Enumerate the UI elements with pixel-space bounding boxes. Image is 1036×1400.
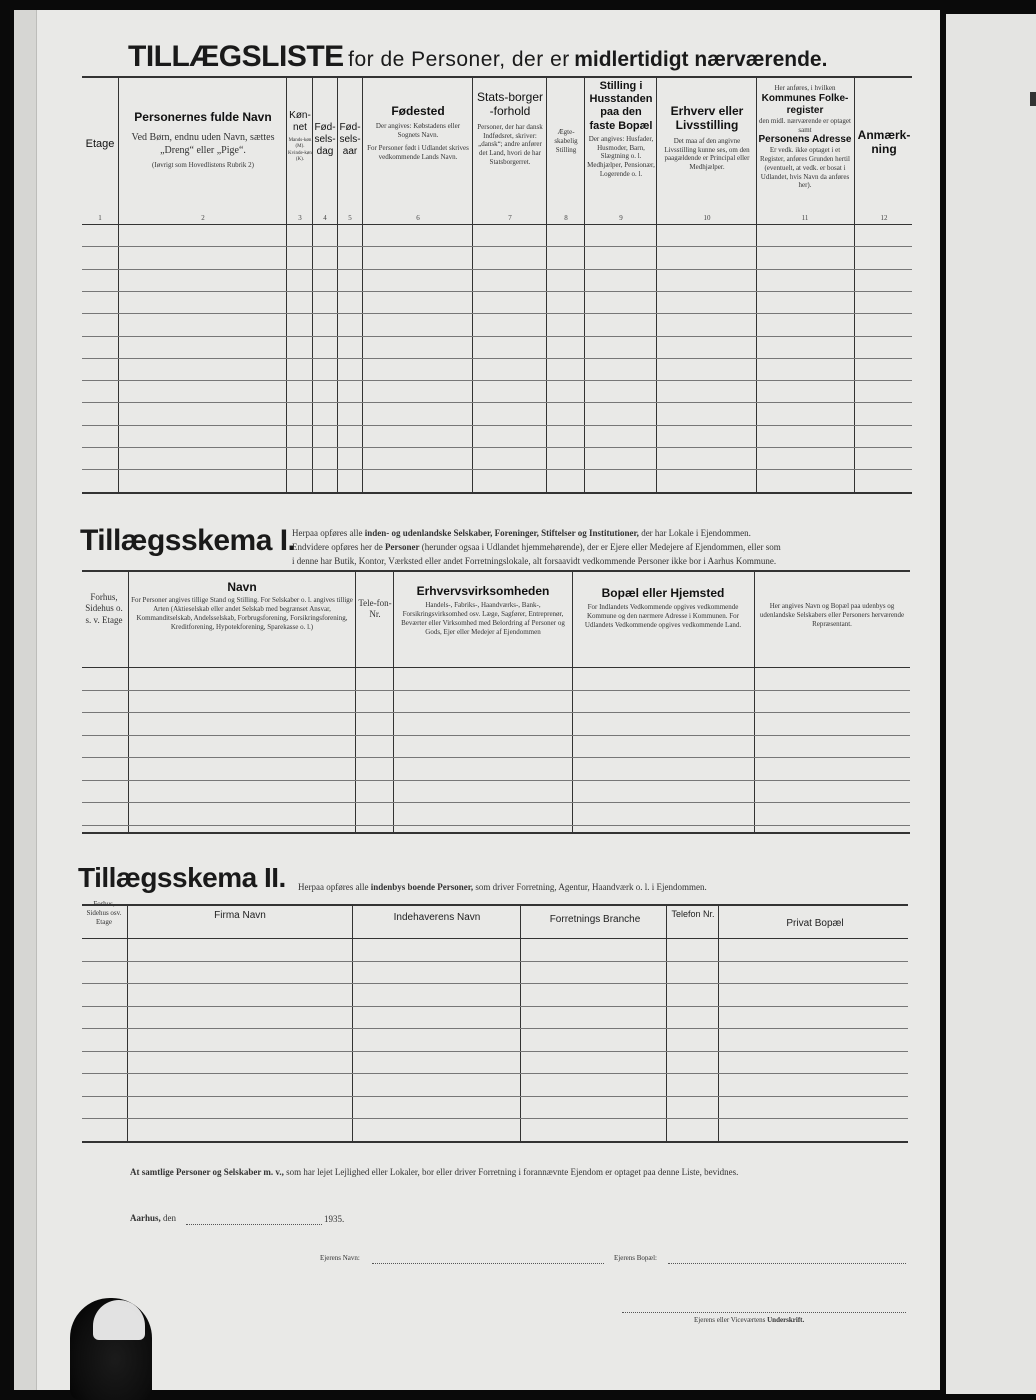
tl-column-rule — [546, 76, 547, 492]
s1-row-rule — [82, 735, 910, 736]
tl-row-rule — [82, 447, 912, 448]
skema1-desc-2c: (herunder ogsaa i Udlandet hjemmehørende), der er Ejere eller Medejere af Ejendommen, eller som — [421, 542, 781, 552]
s1-column-rule — [393, 570, 394, 832]
skema1-desc-1b: inden- og udenlandske Selskaber, Foreninger, Stiftelser og Institutioner, — [364, 528, 639, 538]
tl-colnum-10: 10 — [703, 214, 711, 222]
tl-header-name-sub2: (Iøvrigt som Hovedlistens Rubrik 2) — [152, 161, 254, 170]
tl-colnum-12: 12 — [880, 214, 888, 222]
tl-header-birthplace — [366, 104, 470, 161]
title-main: TILLÆGSLISTE — [128, 40, 344, 73]
tl-row-rule — [82, 402, 912, 403]
s2-column-rule — [718, 904, 719, 1141]
tl-header-citizenship — [475, 90, 545, 167]
s2-column-rule — [666, 904, 667, 1141]
s2-row-rule — [82, 1073, 908, 1074]
tl-row-rule — [82, 291, 912, 292]
tl-colnum-3: 3 — [298, 214, 302, 222]
tl-row-rule — [82, 246, 912, 247]
tl-header-citizenship-sub: Personer, der har dansk Indfødsret, skriver: „dansk“; andre anfører det Land, hvori de har Statsborgerret. — [477, 122, 543, 166]
tl-header-gender — [288, 110, 312, 163]
owner-name-label: Ejerens Navn: — [320, 1254, 360, 1262]
s2-column-rule — [127, 904, 128, 1141]
tl-header-household-label: Stilling i Husstanden paa den faste Bopæl — [589, 80, 653, 132]
signature-label — [694, 1316, 804, 1324]
skema1-description — [292, 526, 912, 568]
s1-column-rule — [572, 570, 573, 832]
tl-colnum-8: 8 — [564, 214, 568, 222]
tl-header-etage — [82, 138, 118, 151]
tl-colnum-11: 11 — [801, 214, 809, 222]
s1-header-residence — [575, 586, 751, 630]
s2-column-rule — [520, 904, 521, 1141]
tl-header-gender-label: Køn-net — [289, 110, 311, 133]
tl-row-rule — [82, 380, 912, 381]
tl-header-register-pre: Her anføres, i hvilken — [774, 84, 836, 92]
tl-column-rule — [854, 76, 855, 492]
tl-header-rule — [82, 224, 912, 225]
skema2-desc-a: Herpaa opføres alle — [298, 882, 369, 892]
tl-row-rule — [82, 469, 912, 470]
attestation-text: som har lejet Lejlighed eller Lokaler, bor eller driver Forretning i forannævnte Ejendom er optaget paa denne Liste, bevidnes. — [286, 1167, 739, 1177]
s1-header-name-label: Navn — [227, 580, 257, 594]
tl-header-birthplace-label: Fødested — [391, 104, 445, 118]
tl-colnum-1: 1 — [98, 214, 102, 222]
s1-row-rule — [82, 780, 910, 781]
s2-row-rule — [82, 1118, 908, 1119]
s1-column-rule — [355, 570, 356, 832]
tl-bottom-rule — [82, 492, 912, 494]
skema1-desc-2a: Endvidere opføres her de — [292, 542, 383, 552]
attestation — [130, 1167, 910, 1177]
tl-column-rule — [362, 76, 363, 492]
s2-bottom-rule — [82, 1141, 908, 1143]
tl-colnum-5: 5 — [348, 214, 352, 222]
tl-colnum-4: 4 — [323, 214, 327, 222]
tl-row-rule — [82, 336, 912, 337]
tl-header-remarks-label: Anmærk-ning — [857, 128, 911, 157]
s2-header-branch: Forretnings Branche — [549, 914, 641, 925]
tl-column-rule — [584, 76, 585, 492]
s1-header-representative: Her angives Navn og Bopæl paa udenbys og udenlandske Selskabers eller Personers herværende Repræsentant. — [759, 602, 905, 628]
s2-top-rule — [82, 904, 908, 906]
attestation-bold: At samtlige Personer og Selskaber m. v., — [130, 1167, 284, 1177]
owner-address-label: Ejerens Bopæl: — [614, 1254, 657, 1262]
s1-row-rule — [82, 757, 910, 758]
city-label: Aarhus, — [130, 1213, 161, 1223]
tl-column-rule — [656, 76, 657, 492]
tl-header-etage-label: Etage — [85, 138, 115, 150]
tl-colnum-9: 9 — [619, 214, 623, 222]
s2-column-rule — [352, 904, 353, 1141]
s1-top-rule — [82, 570, 910, 572]
tl-colnum-7: 7 — [508, 214, 512, 222]
facing-page — [946, 14, 1036, 1394]
tl-header-occupation — [659, 104, 755, 172]
tl-header-marital — [549, 128, 583, 154]
s1-header-business — [396, 584, 570, 636]
tl-row-rule — [82, 358, 912, 359]
s1-row-rule — [82, 712, 910, 713]
tl-header-register-label2: Personens Adresse — [758, 134, 852, 146]
s2-row-rule — [82, 1096, 908, 1097]
s1-header-business-sub: Handels-, Fabriks-, Haandværks-, Bank-, Forsikringsvirksomhed osv. Læge, Sagfører, Entreprenør, Beværter eller Virksomhed med Belordring af Personer og Gods, Ejer eller Medejer af Ejendommen — [401, 601, 565, 636]
signature-label-b: Underskrift. — [767, 1316, 805, 1324]
tl-column-rule — [286, 76, 287, 492]
skema2-desc-c: som driver Forretning, Agentur, Haandværk o. l. i Ejendommen. — [475, 882, 707, 892]
skema1-desc-1a: Herpaa opføres alle — [292, 528, 363, 538]
tl-column-rule — [472, 76, 473, 492]
s2-header-owner: Indehaverens Navn — [393, 912, 481, 923]
tl-row-rule — [82, 425, 912, 426]
date-line — [130, 1213, 176, 1223]
owner-address-field[interactable] — [668, 1263, 906, 1264]
tl-header-name-sub: Ved Børn, endnu uden Navn, sættes „Dreng“ eller „Pige“. — [131, 132, 275, 156]
s1-header-rule — [82, 667, 910, 668]
tl-row-rule — [82, 313, 912, 314]
s1-column-rule — [128, 570, 129, 832]
tl-header-birthyear — [338, 122, 362, 158]
tl-header-occupation-label: Erhverv eller Livsstilling — [670, 104, 744, 133]
tl-header-register-sub: den midl. nærværende er optaget samt — [759, 116, 851, 134]
s2-header-private-address: Privat Bopæl — [786, 918, 844, 929]
date-field[interactable] — [186, 1224, 322, 1225]
s1-row-rule — [82, 825, 910, 826]
tl-header-marital-label: Ægte-skabelig Stilling — [554, 128, 578, 154]
tl-header-citizenship-label: Stats-borger-forhold — [476, 90, 544, 119]
facing-page-mark — [1030, 92, 1036, 106]
tl-colnum-6: 6 — [416, 214, 420, 222]
skema1-desc-1c: der har Lokale i Ejendommen. — [641, 528, 751, 538]
tl-header-register-label: Kommunes Folke-register — [761, 92, 849, 116]
page-title — [128, 40, 918, 74]
tl-row-rule — [82, 269, 912, 270]
tl-header-birthplace-sub2: For Personer født i Udlandet skrives vedkommende Lands Navn. — [367, 143, 469, 161]
tl-header-household — [587, 80, 655, 179]
skema1-desc-2b: Personer — [384, 542, 420, 552]
tl-column-rule — [118, 76, 119, 492]
skema2-description — [298, 882, 707, 892]
tl-header-register-sub2: Er vedk. ikke optaget i et Register, anføres Grunden hertil (eventuelt, at vedk. er bosat i Udlandet, hvis Navn da anføres her). — [760, 146, 850, 190]
tl-header-gender-sub: Mands-køn (M). Kvinde-køn (K). — [288, 138, 312, 162]
s1-header-residence-label: Bopæl eller Hjemsted — [601, 586, 725, 600]
s1-header-name-sub: For Personer angives tillige Stand og Stilling. For Selskaber o. l. angives tillige Arten (Aktieselskab eller andet Selskab med begrænset Ansvar, Kommanditselskab, Andelsselskab, Forbrugsforening, Forsikringsforening, Kreditforening, Hypotekforening, Sparekasse o. l.) — [131, 596, 353, 631]
skema2-desc-b: indenbys boende Personer, — [370, 882, 474, 892]
tl-header-birthyear-label: Fød-sels-aar — [339, 122, 361, 157]
s2-row-rule — [82, 1051, 908, 1052]
year-label: 1935. — [324, 1214, 345, 1224]
tl-header-name — [120, 110, 286, 170]
tl-colnum-2: 2 — [201, 214, 205, 222]
tl-header-occupation-sub: Det maa af den angivne Livsstilling kunne ses, om den paagældende er Principal eller Medhjælper. — [664, 136, 750, 172]
skema1-desc-3: i denne har Butik, Kontor, Værksted eller andet Forretningslokale, alt forsaavidt vedkommende Personer ikke bor i Aarhus Kommune. — [292, 556, 777, 566]
tl-header-remarks — [857, 128, 911, 157]
signature-field[interactable] — [622, 1312, 906, 1313]
den-label: den — [163, 1213, 177, 1223]
s1-header-business-label: Erhvervsvirksomheden — [416, 584, 550, 598]
tl-header-register — [757, 84, 853, 190]
s1-row-rule — [82, 690, 910, 691]
tl-header-name-label: Personernes fulde Navn — [134, 110, 272, 124]
s2-row-rule — [82, 961, 908, 962]
s2-header-phone: Telefon Nr. — [671, 909, 715, 919]
tl-header-household-sub: Der angives: Husfader, Husmoder, Barn, Slægtning o. l. Medhjælper, Pensionær, Logerende o. l. — [587, 134, 655, 178]
s1-header-name — [130, 580, 354, 631]
s2-header-firm: Firma Navn — [214, 910, 266, 921]
tl-header-birthplace-sub: Der angives: Købstadens eller Sognets Navn. — [375, 122, 461, 140]
s1-header-etage: Forhus, Sidehus o. s. v. Etage — [85, 592, 123, 625]
s1-header-residence-sub: For Indlandets Vedkommende opgives vedkommende Kommune og den nærmere Adresse i Kommunen. For Udlandets Vedkommende opgives vedkommende Land. — [584, 603, 742, 629]
s1-header-phone: Tele-fon-Nr. — [358, 598, 392, 620]
signature-label-a: Ejerens eller Viceværtens — [694, 1316, 766, 1324]
s1-row-rule — [82, 802, 910, 803]
s2-header-rule — [82, 938, 908, 939]
skema1-title: Tillægsskema I. — [80, 524, 296, 557]
tl-header-birthday-label: Fød-sels-dag — [314, 122, 336, 157]
s2-header-etage: Forhus, Sidehus osv. Etage — [86, 900, 122, 926]
page-edge — [14, 10, 37, 1390]
title-rest-bold: midlertidigt nærværende. — [574, 48, 828, 71]
s2-row-rule — [82, 1006, 908, 1007]
skema2-title: Tillægsskema II. — [78, 862, 286, 893]
s1-column-rule — [754, 570, 755, 832]
s2-row-rule — [82, 1028, 908, 1029]
title-rest-plain: for de Personer, der er — [348, 48, 570, 71]
s2-row-rule — [82, 983, 908, 984]
owner-name-field[interactable] — [372, 1263, 604, 1264]
tl-header-birthday — [313, 122, 337, 158]
tl-top-rule — [82, 76, 912, 78]
s1-bottom-rule — [82, 832, 910, 834]
